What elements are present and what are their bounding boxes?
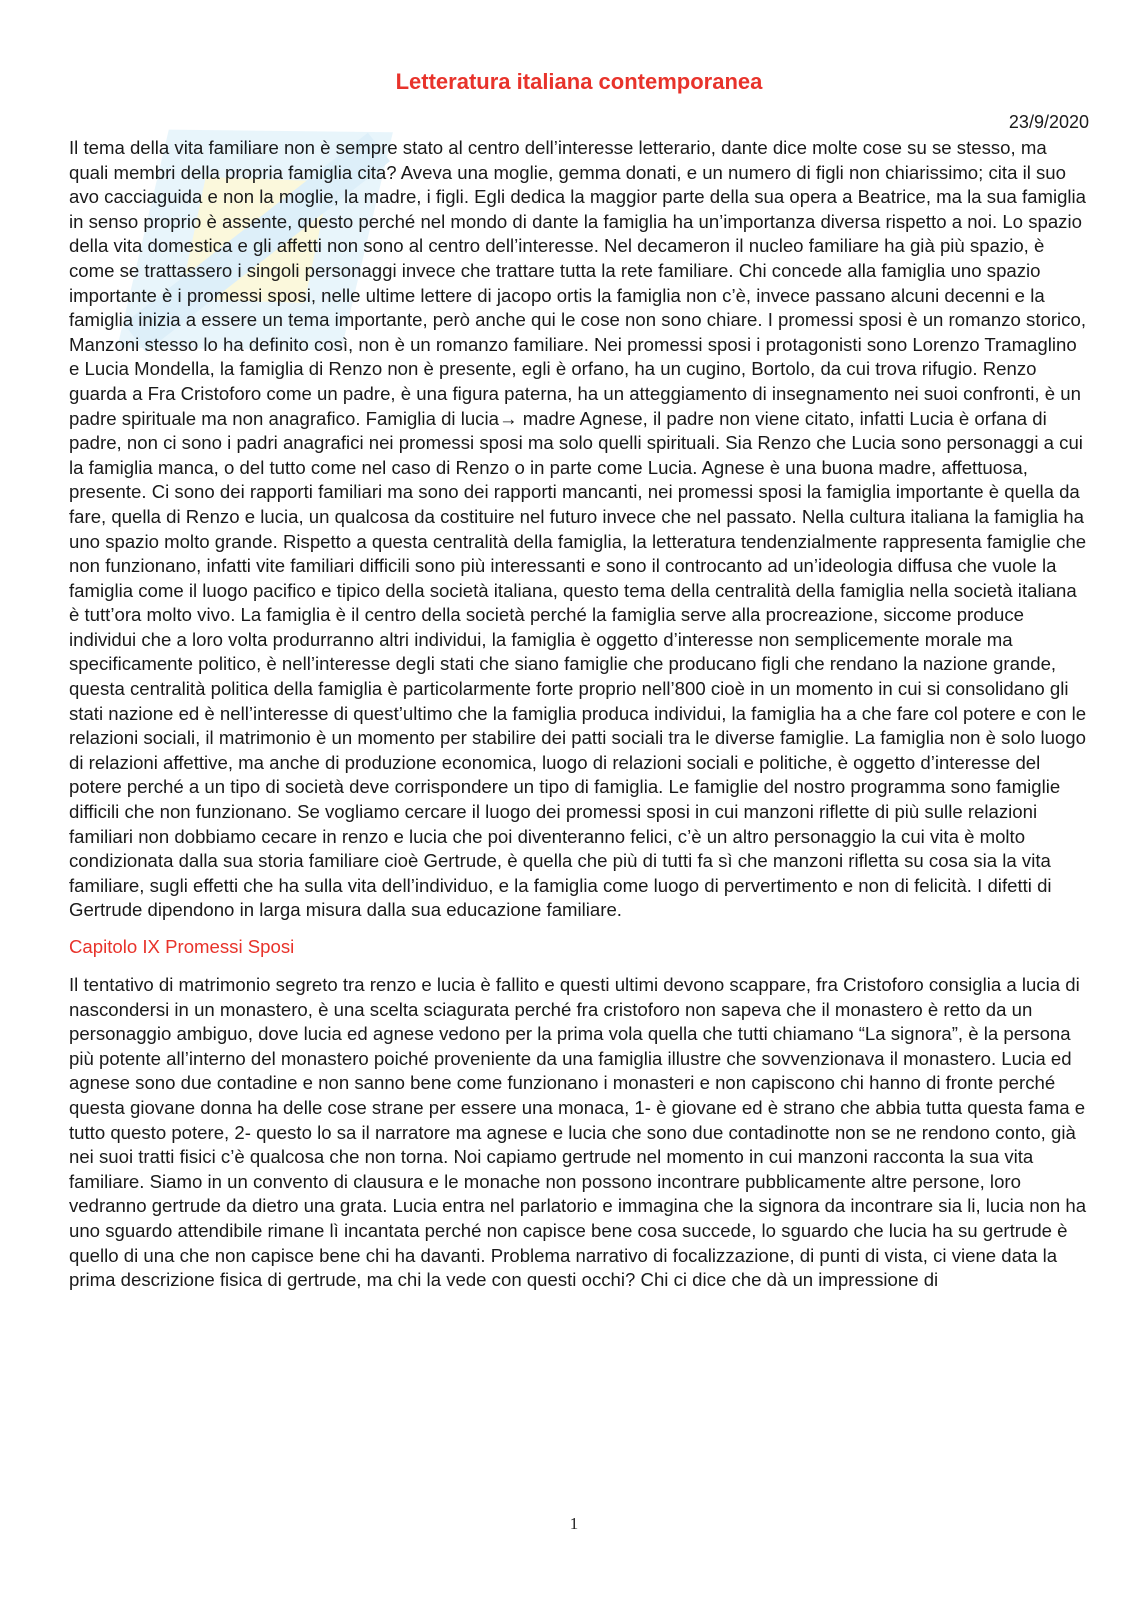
section-heading: Capitolo IX Promessi Sposi — [69, 936, 295, 957]
document-date: 23/9/2020 — [1008, 112, 1089, 132]
body-paragraph-1: Il tema della vita familiare non è sempre stato al centro dell’interesse letterario, dante dice molte cose su se stesso, ma quali membri della propria famiglia cita? Aveva una moglie, gemma donati, e un numero di figli non chiarissimo; cita il suo avo cacciaguida e non la moglie, la madre, i figli. Egli dedica la maggior parte della sua opera a Beatrice, ma la sua famiglia in senso proprio è assente, questo perché nel mondo di dante la famiglia ha un’importanza diversa rispetto a noi. Lo spazio della vita domestica e gli affetti non sono al centro dell’interesse. Nel decameron il nucleo familiare ha già più spazio, è come se trattassero i singoli personaggi invece che trattare tutta la rete familiare. Chi concede alla famiglia uno spazio importante è i promessi sposi, nelle ultime lettere di jacopo ortis la famiglia non c’è, invece passano alcuni decenni e la famiglia inizia a essere un tema importante, però anche qui le cose non sono chiare. I promessi sposi è un romanzo storico, Manzoni stesso lo ha definito così, non è un romanzo familiare. Nei promessi sposi i protagonisti sono Lorenzo Tramaglino e Lucia Mondella, la famiglia di Renzo non è presente, egli è orfano, ha un cugino, Bortolo, da cui trova rifugio. Renzo guarda a Fra Cristoforo come un padre, è una figura paterna, ha un atteggiamento di insegnamento nei suoi confronti, è un padre spirituale ma non anagrafico. Famiglia di lucia→ madre Agnese, il padre non viene citato, infatti Lucia è orfana di padre, non ci sono i padri anagrafici nei promessi sposi ma solo quelli spirituali. Sia Renzo che Lucia sono personaggi a cui la famiglia manca, o del tutto come nel caso di Renzo o in parte come Lucia. Agnese è una buona madre, affettuosa, presente. Ci sono dei rapporti familiari ma sono dei rapporti mancanti, nei promessi sposi la famiglia importante è quella da fare, quella di Renzo e lucia, un qualcosa da costituire nel futuro invece che nel passato. Nella cultura italiana la famiglia ha uno spazio molto grande. Rispetto a questa centralità della famiglia, la letteratura tendenzialmente rappresenta famiglie che non funzionano, infatti vite familiari difficili sono più interessanti e sono il controcanto ad un’ideologia diffusa che vuole la famiglia come il luogo pacifico e tipico della società italiana, questo tema della centralità della famiglia nella società italiana è tutt’ora molto vivo. La famiglia è il centro della società perché la famiglia serve alla procreazione, siccome produce individui che a loro volta produrranno altri individui, la famiglia è oggetto d’interesse non semplicemente morale ma specificamente politico, è nell’interesse degli stati che siano famiglie che producano figli che rendano la nazione grande, questa centralità politica della famiglia è particolarmente forte proprio nell’800 cioè in un momento in cui si consolidano gli stati nazione ed è nell’interesse di quest’ultimo che la famiglia produca individui, la famiglia ha a che fare col potere e con le relazioni sociali, il matrimonio è un momento per stabilire dei patti sociali tra le diverse famiglie. La famiglia non è solo luogo di relazioni affettive, ma anche di produzione economica, luogo di relazioni sociali e politiche, è oggetto d’interesse del potere perché a un tipo di società deve corrispondere un tipo di famiglia. Le famiglie del nostro programma sono famiglie difficili che non funzionano. Se vogliamo cercare il luogo dei promessi sposi in cui manzoni riflette di più sulle relazioni familiari non dobbiamo cecare in renzo e lucia che poi diventeranno felici, c’è un altro personaggio la cui vita è molto condizionata dalla sua storia familiare cioè Gertrude, è quella che più di tutti fa sì che manzoni rifletta su cosa sia la vita familiare, sugli effetti che ha sulla vita dell’individuo, e la famiglia come luogo di pervertimento e non di felicità. I difetti di Gertrude dipendono in larga misura dalla sua educazione familiare. — [69, 137, 1087, 921]
page-title: Letteratura italiana contemporanea — [395, 69, 763, 94]
page-number: 1 — [569, 1514, 579, 1533]
body-paragraph-2: Il tentativo di matrimonio segreto tra renzo e lucia è fallito e questi ultimi devono scappare, fra Cristoforo consiglia a lucia di nascondersi in un monastero, è una scelta sciagurata perché fra cristoforo non sapeva che il monastero è retto da un personaggio ambiguo, dove lucia ed agnese vedono per la prima vola quella che tutti chiamano “La signora”, è la persona più potente all’interno del monastero poiché proveniente da una famiglia illustre che sovvenzionava il monastero. Lucia ed agnese sono due contadine e non sanno bene come funzionano i monasteri e non capiscono chi hanno di fronte perché questa giovane donna ha delle cose strane per essere una monaca, 1- è giovane ed è strano che abbia tutta questa fama e tutto questo potere, 2- questo lo sa il narratore ma agnese e lucia che sono due contadinotte non se ne rendono conto, già nei suoi tratti fisici c’è qualcosa che non torna. Noi capiamo gertrude nel momento in cui manzoni racconta la sua vita familiare. Siamo in un convento di clausura e le monache non possono incontrare pubblicamente altre persone, loro vedranno gertrude da dietro una grata. Lucia entra nel parlatorio e immagina che la signora da incontrare sia li, lucia non ha uno sguardo attendibile rimane lì incantata perché non capisce bene cosa succede, lo sguardo che lucia ha su gertrude è quello di una che non capisce bene chi ha davanti. Problema narrativo di focalizzazione, di punti di vista, ci viene data la prima descrizione fisica di gertrude, ma chi la vede con questi occhi? Chi ci dice che dà un impressione di — [69, 974, 1087, 1291]
document-content — [69, 68, 1089, 1293]
